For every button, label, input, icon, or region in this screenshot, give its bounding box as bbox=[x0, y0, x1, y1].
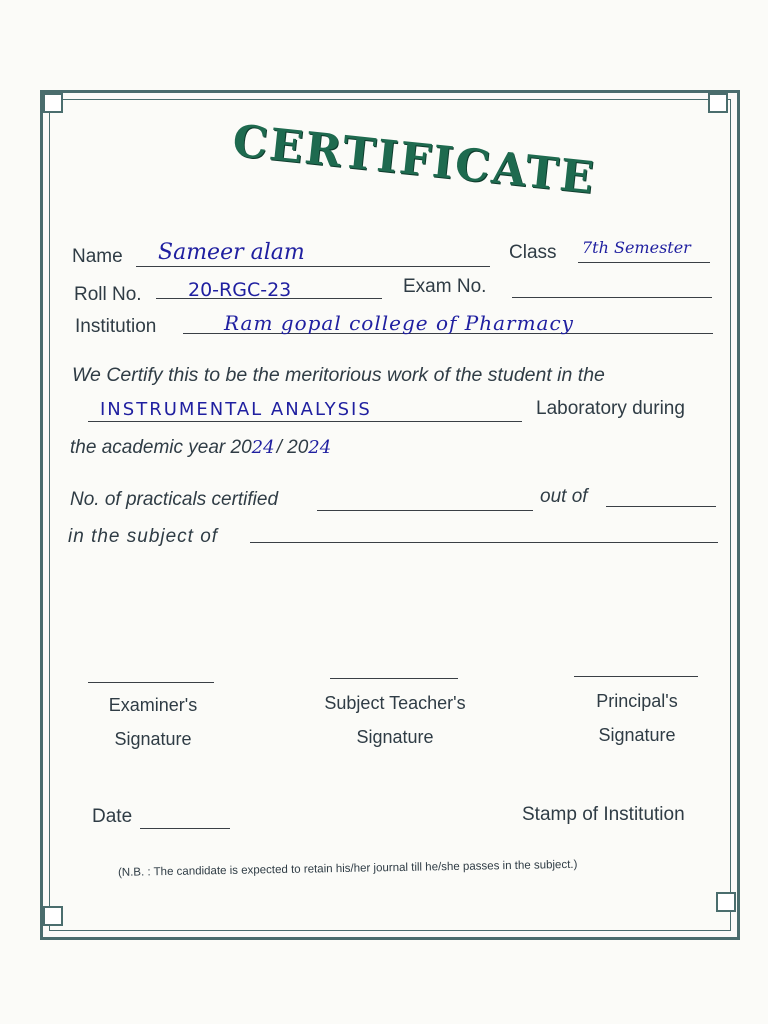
date-label: Date bbox=[92, 806, 133, 827]
lab-text: Laboratory during bbox=[536, 398, 685, 419]
stamp-label: Stamp of Institution bbox=[522, 804, 685, 825]
examiner-signature-block bbox=[80, 688, 226, 756]
footnote: (N.B. : The candidate is expected to retain his/her journal till he/she passes in the subject.) bbox=[117, 858, 578, 879]
corner-ornament bbox=[716, 892, 736, 912]
class-value: 7th Semester bbox=[582, 238, 691, 257]
out-of-label: out of bbox=[540, 486, 588, 507]
subject-line bbox=[88, 421, 522, 422]
examiner-signature-line bbox=[88, 682, 214, 683]
principal-signature-block bbox=[566, 684, 708, 752]
corner-ornament bbox=[43, 906, 63, 926]
year-prefix: the academic year 20 bbox=[70, 437, 252, 458]
name-value: Sameer alam bbox=[158, 240, 305, 265]
date-line bbox=[140, 828, 230, 829]
principal-signature-line bbox=[574, 676, 698, 677]
academic-year-label bbox=[70, 437, 331, 459]
exam-label: Exam No. bbox=[403, 276, 487, 297]
subject-of-label: in the subject of bbox=[68, 526, 219, 547]
practicals-line bbox=[317, 510, 533, 511]
out-of-line bbox=[606, 506, 716, 507]
roll-value: 20-RGC-23 bbox=[188, 279, 292, 301]
certify-text: We Certify this to be the meritorious work of the student in the bbox=[72, 364, 605, 386]
teacher-signature-label: Signature bbox=[356, 727, 434, 747]
institution-value: Ram gopal college of Pharmacy bbox=[224, 311, 574, 335]
institution-label: Institution bbox=[75, 316, 157, 337]
class-label: Class bbox=[509, 242, 557, 263]
class-line bbox=[578, 262, 710, 263]
practicals-label: No. of practicals certified bbox=[70, 489, 279, 510]
teacher-signature-line bbox=[330, 678, 458, 679]
teacher-label: Subject Teacher's bbox=[324, 693, 466, 713]
roll-label: Roll No. bbox=[74, 284, 142, 305]
examiner-label: Examiner's bbox=[108, 695, 198, 715]
principal-label: Principal's bbox=[596, 691, 678, 711]
teacher-signature-block bbox=[300, 686, 490, 754]
year-separator: / 20 bbox=[276, 437, 309, 458]
subject-value: INSTRUMENTAL ANALYSIS bbox=[100, 399, 372, 420]
exam-line bbox=[512, 297, 712, 298]
principal-signature-label: Signature bbox=[598, 725, 676, 745]
corner-ornament bbox=[43, 93, 63, 113]
subject-of-line bbox=[250, 542, 718, 543]
name-label: Name bbox=[72, 246, 123, 267]
year-value-2: 24 bbox=[308, 437, 332, 458]
examiner-signature-label: Signature bbox=[114, 729, 192, 749]
certificate-title: CERTIFICATE bbox=[230, 115, 599, 205]
year-value-1: 24 bbox=[251, 437, 275, 458]
name-line bbox=[136, 266, 490, 267]
corner-ornament bbox=[708, 93, 728, 113]
